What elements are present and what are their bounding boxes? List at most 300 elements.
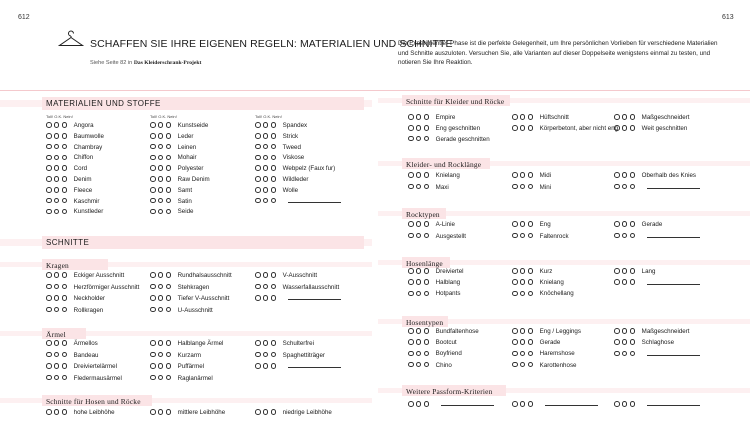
toll-radio[interactable] <box>512 339 518 345</box>
nein-radio[interactable] <box>166 187 172 193</box>
ok-radio[interactable] <box>263 340 269 346</box>
ok-radio[interactable] <box>263 272 269 278</box>
ok-radio[interactable] <box>263 176 269 182</box>
toll-radio[interactable] <box>255 363 261 369</box>
ok-radio[interactable] <box>622 184 628 190</box>
nein-radio[interactable] <box>166 144 172 150</box>
nein-radio[interactable] <box>528 114 534 120</box>
nein-radio[interactable] <box>62 155 68 161</box>
toll-radio[interactable] <box>408 136 414 142</box>
ok-radio[interactable] <box>263 363 269 369</box>
ok-radio[interactable] <box>54 155 60 161</box>
ok-radio[interactable] <box>416 351 422 357</box>
nein-radio[interactable] <box>630 401 636 407</box>
toll-radio[interactable] <box>614 268 620 274</box>
toll-radio[interactable] <box>614 184 620 190</box>
ok-radio[interactable] <box>263 187 269 193</box>
toll-radio[interactable] <box>512 268 518 274</box>
nein-radio[interactable] <box>62 133 68 139</box>
toll-radio[interactable] <box>512 291 518 297</box>
toll-radio[interactable] <box>408 172 414 178</box>
ok-radio[interactable] <box>158 375 164 381</box>
nein-radio[interactable] <box>271 340 277 346</box>
nein-radio[interactable] <box>528 362 534 368</box>
ok-radio[interactable] <box>158 284 164 290</box>
toll-radio[interactable] <box>46 165 52 171</box>
toll-radio[interactable] <box>512 125 518 131</box>
toll-radio[interactable] <box>408 328 414 334</box>
item-label: Hotpants <box>435 290 461 298</box>
ok-radio[interactable] <box>520 125 526 131</box>
ok-radio[interactable] <box>416 279 422 285</box>
ok-radio[interactable] <box>158 133 164 139</box>
toll-radio[interactable] <box>512 351 518 357</box>
nein-radio[interactable] <box>271 198 277 204</box>
ok-radio[interactable] <box>416 125 422 131</box>
toll-radio[interactable] <box>150 122 156 128</box>
toll-radio[interactable] <box>614 328 620 334</box>
nein-radio[interactable] <box>424 401 430 407</box>
nein-radio[interactable] <box>424 125 430 131</box>
nein-radio[interactable] <box>166 176 172 182</box>
toll-radio[interactable] <box>150 155 156 161</box>
toll-radio[interactable] <box>46 375 52 381</box>
nein-radio[interactable] <box>166 307 172 313</box>
nein-radio[interactable] <box>271 133 277 139</box>
ok-radio[interactable] <box>416 172 422 178</box>
ok-radio[interactable] <box>54 284 60 290</box>
ok-radio[interactable] <box>622 221 628 227</box>
ok-radio[interactable] <box>158 122 164 128</box>
ok-radio[interactable] <box>520 401 526 407</box>
nein-radio[interactable] <box>166 409 172 415</box>
toll-radio[interactable] <box>408 339 414 345</box>
nein-radio[interactable] <box>528 184 534 190</box>
nein-radio[interactable] <box>271 295 277 301</box>
ok-radio[interactable] <box>263 155 269 161</box>
toll-radio[interactable] <box>614 279 620 285</box>
toll-radio[interactable] <box>255 409 261 415</box>
ok-radio[interactable] <box>54 122 60 128</box>
ok-radio[interactable] <box>263 295 269 301</box>
nein-radio[interactable] <box>528 125 534 131</box>
checklist-item <box>408 136 490 143</box>
nein-radio[interactable] <box>166 209 172 215</box>
nein-radio[interactable] <box>271 165 277 171</box>
nein-radio[interactable] <box>271 409 277 415</box>
toll-radio[interactable] <box>46 340 52 346</box>
nein-radio[interactable] <box>271 352 277 358</box>
toll-radio[interactable] <box>150 284 156 290</box>
ok-radio[interactable] <box>622 401 628 407</box>
nein-radio[interactable] <box>630 125 636 131</box>
ok-radio[interactable] <box>158 295 164 301</box>
ok-radio[interactable] <box>622 351 628 357</box>
nein-radio[interactable] <box>166 133 172 139</box>
toll-radio[interactable] <box>512 172 518 178</box>
nein-radio[interactable] <box>166 198 172 204</box>
nein-radio[interactable] <box>424 184 430 190</box>
ok-radio[interactable] <box>158 409 164 415</box>
nein-radio[interactable] <box>271 272 277 278</box>
nein-radio[interactable] <box>166 375 172 381</box>
ok-radio[interactable] <box>158 144 164 150</box>
nein-radio[interactable] <box>528 351 534 357</box>
ok-radio[interactable] <box>54 209 60 215</box>
ok-radio[interactable] <box>622 268 628 274</box>
toll-radio[interactable] <box>614 221 620 227</box>
ok-radio[interactable] <box>263 409 269 415</box>
nein-radio[interactable] <box>166 122 172 128</box>
toll-radio[interactable] <box>255 176 261 182</box>
nein-radio[interactable] <box>630 172 636 178</box>
toll-radio[interactable] <box>512 221 518 227</box>
item-label: Eng / Leggings <box>539 328 581 335</box>
nein-radio[interactable] <box>424 362 430 368</box>
nein-radio[interactable] <box>166 284 172 290</box>
write-in-line[interactable] <box>647 402 700 406</box>
nein-radio[interactable] <box>62 363 68 369</box>
nein-radio[interactable] <box>424 328 430 334</box>
nein-radio[interactable] <box>630 184 636 190</box>
toll-radio[interactable] <box>512 233 518 239</box>
ok-radio[interactable] <box>622 172 628 178</box>
ok-radio[interactable] <box>54 133 60 139</box>
ok-radio[interactable] <box>158 272 164 278</box>
checklist-item <box>512 328 581 335</box>
nein-radio[interactable] <box>630 339 636 345</box>
toll-radio[interactable] <box>614 233 620 239</box>
toll-radio[interactable] <box>408 233 414 239</box>
write-in-line[interactable] <box>441 402 494 406</box>
toll-radio[interactable] <box>408 351 414 357</box>
toll-radio[interactable] <box>614 339 620 345</box>
toll-radio[interactable] <box>150 307 156 313</box>
toll-radio[interactable] <box>255 144 261 150</box>
ok-radio[interactable] <box>54 144 60 150</box>
toll-radio[interactable] <box>512 328 518 334</box>
ok-radio[interactable] <box>416 291 422 297</box>
nein-radio[interactable] <box>424 339 430 345</box>
nein-radio[interactable] <box>630 233 636 239</box>
ok-radio[interactable] <box>520 233 526 239</box>
nein-radio[interactable] <box>528 221 534 227</box>
ok-radio[interactable] <box>158 209 164 215</box>
toll-radio[interactable] <box>408 221 414 227</box>
toll-radio[interactable] <box>512 114 518 120</box>
toll-radio[interactable] <box>150 295 156 301</box>
toll-radio[interactable] <box>255 272 261 278</box>
ok-radio[interactable] <box>520 114 526 120</box>
ok-radio[interactable] <box>416 362 422 368</box>
nein-radio[interactable] <box>62 409 68 415</box>
nein-radio[interactable] <box>630 268 636 274</box>
ok-radio[interactable] <box>622 114 628 120</box>
nein-radio[interactable] <box>62 198 68 204</box>
nein-radio[interactable] <box>424 279 430 285</box>
ok-radio[interactable] <box>54 409 60 415</box>
nein-radio[interactable] <box>528 233 534 239</box>
ok-radio[interactable] <box>416 233 422 239</box>
ok-radio[interactable] <box>416 136 422 142</box>
item-label: Chambray <box>73 143 103 151</box>
nein-radio[interactable] <box>630 114 636 120</box>
nein-radio[interactable] <box>62 340 68 346</box>
ok-radio[interactable] <box>520 279 526 285</box>
ok-radio[interactable] <box>158 352 164 358</box>
toll-radio[interactable] <box>408 114 414 120</box>
toll-radio[interactable] <box>614 351 620 357</box>
nein-radio[interactable] <box>271 155 277 161</box>
toll-radio[interactable] <box>255 187 261 193</box>
toll-radio[interactable] <box>46 295 52 301</box>
nein-radio[interactable] <box>62 375 68 381</box>
ok-radio[interactable] <box>158 363 164 369</box>
nein-radio[interactable] <box>62 209 68 215</box>
write-in-line[interactable] <box>288 199 341 203</box>
nein-radio[interactable] <box>166 295 172 301</box>
toll-radio[interactable] <box>150 187 156 193</box>
nein-radio[interactable] <box>630 328 636 334</box>
checklist-item <box>255 340 314 347</box>
nein-radio[interactable] <box>62 352 68 358</box>
toll-radio[interactable] <box>512 362 518 368</box>
toll-radio[interactable] <box>255 284 261 290</box>
toll-radio[interactable] <box>408 401 414 407</box>
ok-radio[interactable] <box>416 221 422 227</box>
toll-radio[interactable] <box>408 184 414 190</box>
nein-radio[interactable] <box>271 363 277 369</box>
nein-radio[interactable] <box>271 187 277 193</box>
ok-radio[interactable] <box>416 114 422 120</box>
ok-radio[interactable] <box>158 165 164 171</box>
ok-radio[interactable] <box>622 279 628 285</box>
ok-radio[interactable] <box>54 165 60 171</box>
ok-radio[interactable] <box>416 401 422 407</box>
ok-radio[interactable] <box>54 352 60 358</box>
ok-radio[interactable] <box>622 328 628 334</box>
ok-radio[interactable] <box>158 340 164 346</box>
ok-radio[interactable] <box>416 268 422 274</box>
toll-radio[interactable] <box>46 209 52 215</box>
nein-radio[interactable] <box>424 136 430 142</box>
nein-radio[interactable] <box>166 155 172 161</box>
nein-radio[interactable] <box>630 351 636 357</box>
nein-radio[interactable] <box>166 340 172 346</box>
item-label: Wolle <box>282 186 299 194</box>
nein-radio[interactable] <box>62 307 68 313</box>
toll-radio[interactable] <box>408 279 414 285</box>
ok-radio[interactable] <box>520 268 526 274</box>
ok-radio[interactable] <box>520 339 526 345</box>
nein-radio[interactable] <box>528 172 534 178</box>
nein-radio[interactable] <box>424 268 430 274</box>
nein-radio[interactable] <box>424 291 430 297</box>
nein-radio[interactable] <box>630 221 636 227</box>
ok-radio[interactable] <box>416 184 422 190</box>
toll-radio[interactable] <box>46 187 52 193</box>
ok-radio[interactable] <box>158 155 164 161</box>
toll-radio[interactable] <box>150 144 156 150</box>
ok-radio[interactable] <box>54 307 60 313</box>
ok-radio[interactable] <box>622 339 628 345</box>
toll-radio[interactable] <box>255 295 261 301</box>
toll-radio[interactable] <box>512 279 518 285</box>
toll-radio[interactable] <box>150 409 156 415</box>
ok-radio[interactable] <box>520 328 526 334</box>
ok-radio[interactable] <box>263 144 269 150</box>
ok-radio[interactable] <box>520 362 526 368</box>
ok-radio[interactable] <box>520 291 526 297</box>
toll-radio[interactable] <box>614 114 620 120</box>
ok-radio[interactable] <box>158 187 164 193</box>
toll-radio[interactable] <box>255 340 261 346</box>
toll-radio[interactable] <box>408 125 414 131</box>
nein-radio[interactable] <box>424 114 430 120</box>
ok-radio[interactable] <box>54 198 60 204</box>
toll-radio[interactable] <box>512 184 518 190</box>
ok-radio[interactable] <box>520 184 526 190</box>
nein-radio[interactable] <box>424 233 430 239</box>
write-in-line[interactable] <box>647 185 700 189</box>
toll-radio[interactable] <box>255 352 261 358</box>
toll-radio[interactable] <box>512 401 518 407</box>
toll-radio[interactable] <box>46 272 52 278</box>
checklist-item <box>150 144 196 151</box>
write-in-line[interactable] <box>288 364 341 368</box>
nein-radio[interactable] <box>271 144 277 150</box>
nein-radio[interactable] <box>62 284 68 290</box>
ok-radio[interactable] <box>54 272 60 278</box>
ok-radio[interactable] <box>263 122 269 128</box>
toll-radio[interactable] <box>46 122 52 128</box>
ok-radio[interactable] <box>263 165 269 171</box>
ok-radio[interactable] <box>54 363 60 369</box>
nein-radio[interactable] <box>271 176 277 182</box>
ok-radio[interactable] <box>263 352 269 358</box>
nein-radio[interactable] <box>166 165 172 171</box>
ok-radio[interactable] <box>158 198 164 204</box>
write-in-line[interactable] <box>647 281 700 285</box>
toll-radio[interactable] <box>255 165 261 171</box>
ok-radio[interactable] <box>263 284 269 290</box>
nein-radio[interactable] <box>528 279 534 285</box>
toll-radio[interactable] <box>255 155 261 161</box>
nein-radio[interactable] <box>62 122 68 128</box>
ok-radio[interactable] <box>54 375 60 381</box>
nein-radio[interactable] <box>424 221 430 227</box>
toll-radio[interactable] <box>46 133 52 139</box>
toll-radio[interactable] <box>46 144 52 150</box>
ok-radio[interactable] <box>416 328 422 334</box>
ok-radio[interactable] <box>520 351 526 357</box>
toll-radio[interactable] <box>614 172 620 178</box>
toll-radio[interactable] <box>46 363 52 369</box>
nein-radio[interactable] <box>424 351 430 357</box>
nein-radio[interactable] <box>62 176 68 182</box>
toll-radio[interactable] <box>46 176 52 182</box>
nein-radio[interactable] <box>62 272 68 278</box>
toll-radio[interactable] <box>46 284 52 290</box>
toll-radio[interactable] <box>150 272 156 278</box>
nein-radio[interactable] <box>62 144 68 150</box>
nein-radio[interactable] <box>166 272 172 278</box>
toll-radio[interactable] <box>614 401 620 407</box>
ok-radio[interactable] <box>520 221 526 227</box>
nein-radio[interactable] <box>528 268 534 274</box>
ok-radio[interactable] <box>158 307 164 313</box>
checklist-item <box>408 114 455 121</box>
ok-radio[interactable] <box>520 172 526 178</box>
toll-radio[interactable] <box>150 363 156 369</box>
toll-radio[interactable] <box>46 155 52 161</box>
toll-radio[interactable] <box>150 176 156 182</box>
nein-radio[interactable] <box>271 284 277 290</box>
ok-radio[interactable] <box>54 295 60 301</box>
checklist-item <box>150 284 209 291</box>
ok-radio[interactable] <box>416 339 422 345</box>
toll-radio[interactable] <box>150 352 156 358</box>
nein-radio[interactable] <box>528 339 534 345</box>
toll-radio[interactable] <box>255 122 261 128</box>
nein-radio[interactable] <box>62 165 68 171</box>
toll-radio[interactable] <box>255 133 261 139</box>
toll-radio[interactable] <box>408 362 414 368</box>
nein-radio[interactable] <box>62 187 68 193</box>
toll-radio[interactable] <box>46 352 52 358</box>
ok-radio[interactable] <box>263 198 269 204</box>
toll-radio[interactable] <box>150 375 156 381</box>
nein-radio[interactable] <box>528 401 534 407</box>
nein-radio[interactable] <box>528 328 534 334</box>
ok-radio[interactable] <box>622 125 628 131</box>
toll-radio[interactable] <box>150 209 156 215</box>
toll-radio[interactable] <box>408 291 414 297</box>
ok-radio[interactable] <box>158 176 164 182</box>
ok-radio[interactable] <box>54 176 60 182</box>
nein-radio[interactable] <box>271 122 277 128</box>
toll-radio[interactable] <box>150 198 156 204</box>
ok-radio[interactable] <box>263 133 269 139</box>
nein-radio[interactable] <box>62 295 68 301</box>
nein-radio[interactable] <box>528 291 534 297</box>
ok-radio[interactable] <box>54 187 60 193</box>
toll-radio[interactable] <box>408 268 414 274</box>
write-in-line[interactable] <box>647 234 700 238</box>
ok-radio[interactable] <box>622 233 628 239</box>
checklist-item <box>255 198 341 205</box>
toll-radio[interactable] <box>150 133 156 139</box>
ok-radio[interactable] <box>54 340 60 346</box>
nein-radio[interactable] <box>166 352 172 358</box>
toll-radio[interactable] <box>255 198 261 204</box>
checklist-item <box>255 363 341 370</box>
divider <box>0 90 750 91</box>
write-in-line[interactable] <box>545 402 598 406</box>
nein-radio[interactable] <box>630 279 636 285</box>
toll-radio[interactable] <box>46 307 52 313</box>
item-label: Bootcut <box>435 339 457 347</box>
nein-radio[interactable] <box>424 172 430 178</box>
nein-radio[interactable] <box>166 363 172 369</box>
toll-radio[interactable] <box>150 165 156 171</box>
toll-radio[interactable] <box>614 125 620 131</box>
toll-radio[interactable] <box>150 340 156 346</box>
write-in-line[interactable] <box>288 296 341 300</box>
toll-radio[interactable] <box>46 198 52 204</box>
toll-radio[interactable] <box>46 409 52 415</box>
write-in-line[interactable] <box>647 352 700 356</box>
